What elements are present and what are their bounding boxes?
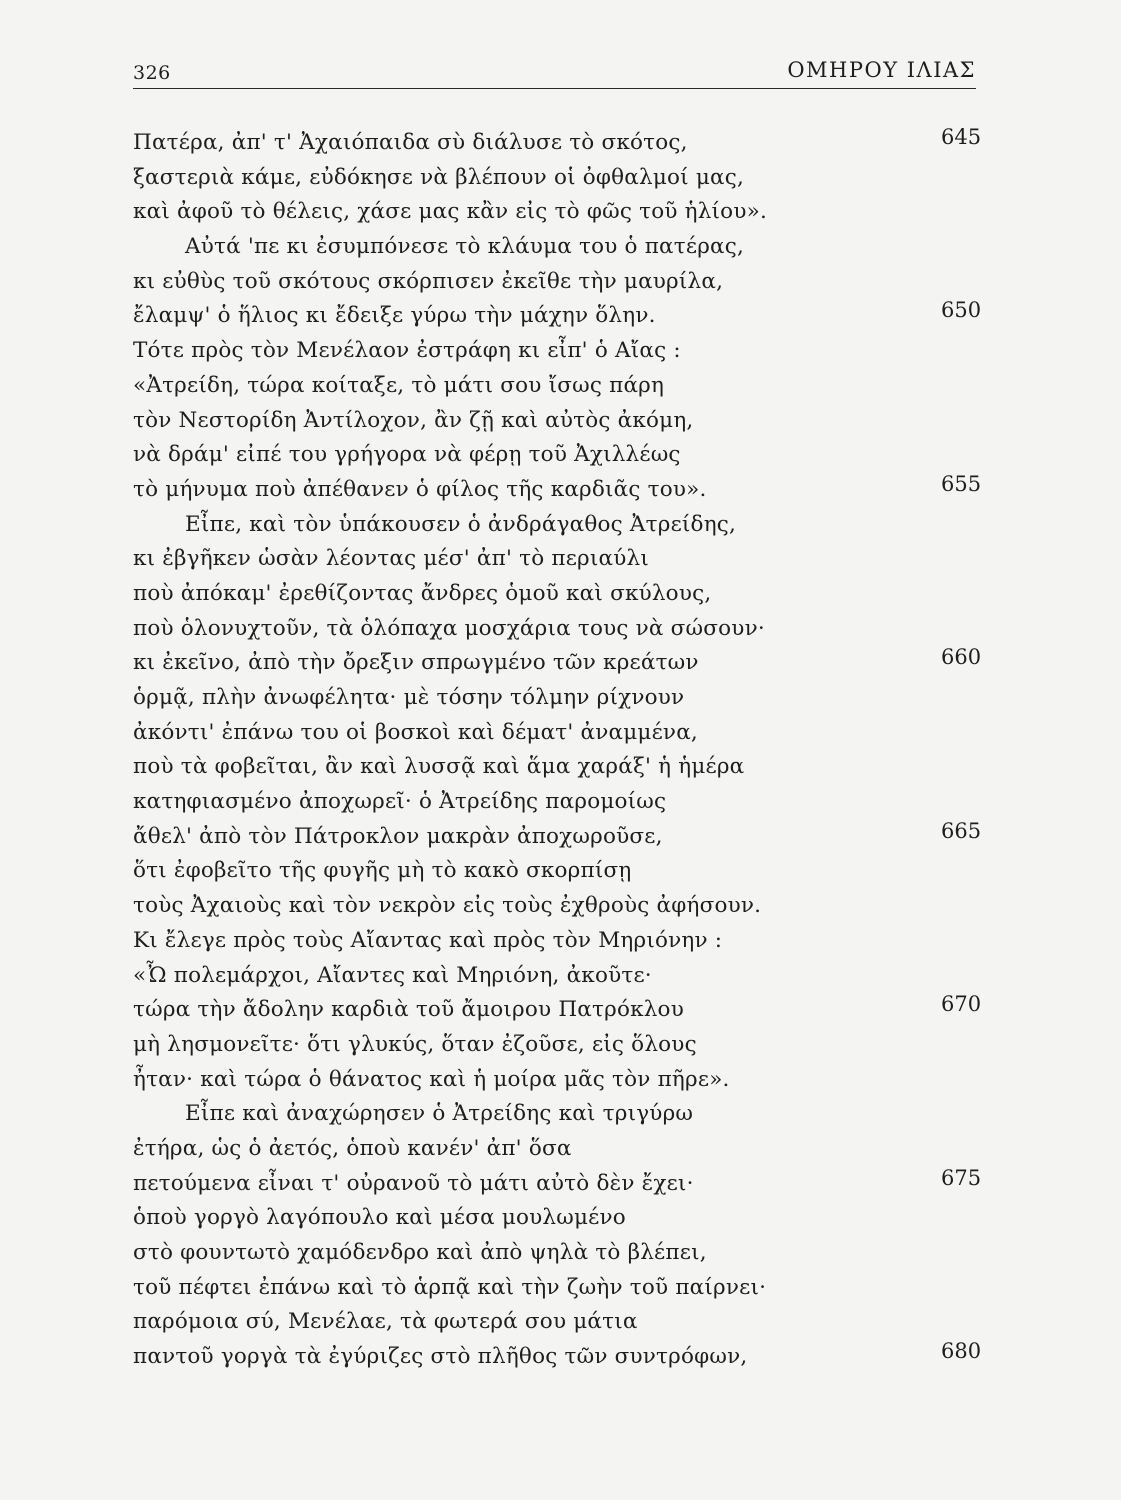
verse-text: Εἶπε, καὶ τὸν ὑπάκουσεν ὁ ἀνδράγαθος Ἀτρείδης,	[185, 511, 737, 537]
verse-text: μὴ λησμονεῖτε· ὅτι γλυκύς, ὅταν ἐζοῦσε, εἰς ὅλους	[133, 1031, 697, 1057]
verse-text: Κι ἔλεγε πρὸς τοὺς Αἴαντας καὶ πρὸς τὸν Μηριόνην :	[133, 927, 723, 953]
verse-text: κι ἐβγῆκεν ὡσὰν λέοντας μέσ' ἀπ' τὸ περιαύλι	[133, 546, 649, 572]
verse-line	[133, 161, 1003, 196]
verse-line	[133, 577, 1003, 612]
verse-line	[133, 265, 1003, 300]
line-number: 660	[941, 645, 982, 670]
verse-line	[133, 820, 1003, 855]
header-rule	[133, 88, 976, 89]
verse-line	[133, 959, 1003, 994]
line-number: 650	[941, 298, 982, 323]
verse-text: ἄθελ' ἀπὸ τὸν Πάτροκλον μακρὰν ἀποχωροῦσε,	[133, 823, 663, 849]
verse-line	[133, 126, 1003, 161]
verse-text: παρόμοια σύ, Μενέλαε, τὰ φωτερά σου μάτια	[133, 1309, 638, 1335]
verse-text: τοὺς Ἀχαιοὺς καὶ τὸν νεκρὸν εἰς τοὺς ἐχθροὺς ἀφήσουν.	[133, 893, 762, 919]
verse-text: ξαστεριὰ κάμε, εὐδόκησε νὰ βλέπουν οἱ ὀφθαλμοί μας,	[133, 164, 745, 190]
verse-text: ὁποὺ γοργὸ λαγόπουλο καὶ μέσα μουλωμένο	[133, 1205, 626, 1231]
verse-line	[133, 508, 1003, 543]
verse-line	[133, 1201, 1003, 1236]
verse-line	[133, 369, 1003, 404]
verse-text: στὸ φουντωτὸ χαμόδενδρο καὶ ἀπὸ ψηλὰ τὸ βλέπει,	[133, 1240, 707, 1265]
verse-line	[133, 1271, 1003, 1306]
verse-text: τὸν Νεστορίδη Ἀντίλοχον, ἂν ζῇ καὶ αὐτὸς ἀκόμη,	[133, 407, 694, 433]
verse-text: τοῦ πέφτει ἐπάνω καὶ τὸ ἁρπᾷ καὶ τὴν ζωὴν τοῦ παίρνει·	[133, 1274, 767, 1300]
line-number: 670	[941, 992, 982, 1017]
verse-line	[133, 750, 1003, 785]
line-number: 675	[941, 1165, 982, 1190]
verse-line	[133, 785, 1003, 820]
line-number: 665	[941, 818, 982, 843]
verse-text: Εἶπε καὶ ἀναχώρησεν ὁ Ἀτρείδης καὶ τριγύρω	[185, 1101, 694, 1127]
line-number: 680	[941, 1339, 982, 1364]
verse-text: κι ἐκεῖνο, ἀπὸ τὴν ὄρεξιν σπρωγμένο τῶν κρεάτων	[133, 650, 699, 676]
verse-text: κατηφιασμένο ἀποχωρεῖ· ὁ Ἀτρείδης παρομοίως	[133, 789, 667, 815]
verse-line	[133, 612, 1003, 647]
verse-line	[133, 299, 1003, 334]
verse-text: παντοῦ γοργὰ τὰ ἐγύριζες στὸ πλῆθος τῶν συντρόφων,	[133, 1344, 748, 1370]
verse-text: ποὺ ἀπόκαμ' ἐρεθίζοντας ἄνδρες ὁμοῦ καὶ σκύλους,	[133, 580, 712, 606]
verse-line	[133, 1305, 1003, 1340]
verse-line	[133, 195, 1003, 230]
verse-block	[133, 126, 1003, 1375]
verse-text: πετούμενα εἶναι τ' οὐρανοῦ τὸ μάτι αὐτὸ δὲν ἔχει·	[133, 1170, 694, 1196]
verse-line	[133, 1028, 1003, 1063]
verse-line	[133, 1340, 1003, 1375]
verse-text: νὰ δράμ' εἰπέ του γρήγορα νὰ φέρῃ τοῦ Ἀχιλλέως	[133, 442, 681, 468]
verse-line	[133, 681, 1003, 716]
verse-line	[133, 889, 1003, 924]
verse-line	[133, 542, 1003, 577]
page-header	[133, 48, 976, 88]
verse-text: Τότε πρὸς τὸν Μενέλαον ἐστράφη κι εἶπ' ὁ Αἴας :	[133, 338, 681, 364]
verse-line	[133, 438, 1003, 473]
verse-text: «Ὦ πολεμάρχοι, Αἴαντες καὶ Μηριόνη, ἀκοῦτε·	[133, 962, 652, 988]
verse-text: ὅτι ἐφοβεῖτο τῆς φυγῆς μὴ τὸ κακὸ σκορπίσῃ	[133, 858, 632, 884]
verse-line	[133, 993, 1003, 1028]
verse-line	[133, 1167, 1003, 1202]
verse-line	[133, 1132, 1003, 1167]
verse-text: ἔλαμψ' ὁ ἥλιος κι ἔδειξε γύρω τὴν μάχην ὅλην.	[133, 303, 656, 329]
verse-text: Πατέρα, ἀπ' τ' Ἀχαιόπαιδα σὺ διάλυσε τὸ σκότος,	[133, 130, 688, 155]
verse-text: καὶ ἀφοῦ τὸ θέλεις, χάσε μας κἂν εἰς τὸ φῶς τοῦ ἡλίου».	[133, 199, 767, 225]
verse-text: ἀκόντι' ἐπάνω του οἱ βοσκοὶ καὶ δέματ' ἀναμμένα,	[133, 719, 698, 745]
verse-line	[133, 646, 1003, 681]
verse-text: τώρα τὴν ἄδολην καρδιὰ τοῦ ἄμοιρου Πατρόκλου	[133, 997, 684, 1023]
verse-text: ἦταν· καὶ τώρα ὁ θάνατος καὶ ἡ μοίρα μᾶς τὸν πῆρε».	[133, 1066, 730, 1092]
verse-line	[133, 1097, 1003, 1132]
verse-text: ποὺ τὰ φοβεῖται, ἂν καὶ λυσσᾷ καὶ ἅμα χαράξ' ἡ ἡμέρα	[133, 754, 745, 780]
page-number: 326	[133, 62, 171, 84]
verse-text: Αὐτά 'πε κι ἐσυμπόνεσε τὸ κλάυμα του ὁ πατέρας,	[185, 234, 745, 260]
verse-line	[133, 854, 1003, 889]
verse-line	[133, 230, 1003, 265]
line-number: 655	[941, 471, 982, 496]
verse-text: ὁρμᾷ, πλὴν ἀνωφέλητα· μὲ τόσην τόλμην ρίχνουν	[133, 685, 685, 710]
verse-text: ἐτήρα, ὡς ὁ ἀετός, ὁποὺ κανέν' ἀπ' ὅσα	[133, 1135, 572, 1161]
verse-line	[133, 716, 1003, 751]
verse-line	[133, 924, 1003, 959]
verse-line	[133, 1063, 1003, 1098]
verse-text: κι εὐθὺς τοῦ σκότους σκόρπισεν ἐκεῖθε τὴν μαυρίλα,	[133, 268, 724, 294]
running-title: ΟΜΗΡΟΥ ΙΛΙΑΣ	[787, 58, 976, 82]
verse-line	[133, 334, 1003, 369]
verse-line	[133, 1236, 1003, 1271]
verse-text: τὸ μήνυμα ποὺ ἀπέθανεν ὁ φίλος τῆς καρδιᾶς του».	[133, 476, 707, 502]
verse-line	[133, 404, 1003, 439]
verse-line	[133, 473, 1003, 508]
verse-text: ποὺ ὁλονυχτοῦν, τὰ ὁλόπαχα μοσχάρια τους νὰ σώσουν·	[133, 615, 765, 641]
verse-text: «Ἀτρείδη, τώρα κοίταξε, τὸ μάτι σου ἴσως πάρη	[133, 372, 665, 398]
line-number: 645	[941, 125, 982, 149]
